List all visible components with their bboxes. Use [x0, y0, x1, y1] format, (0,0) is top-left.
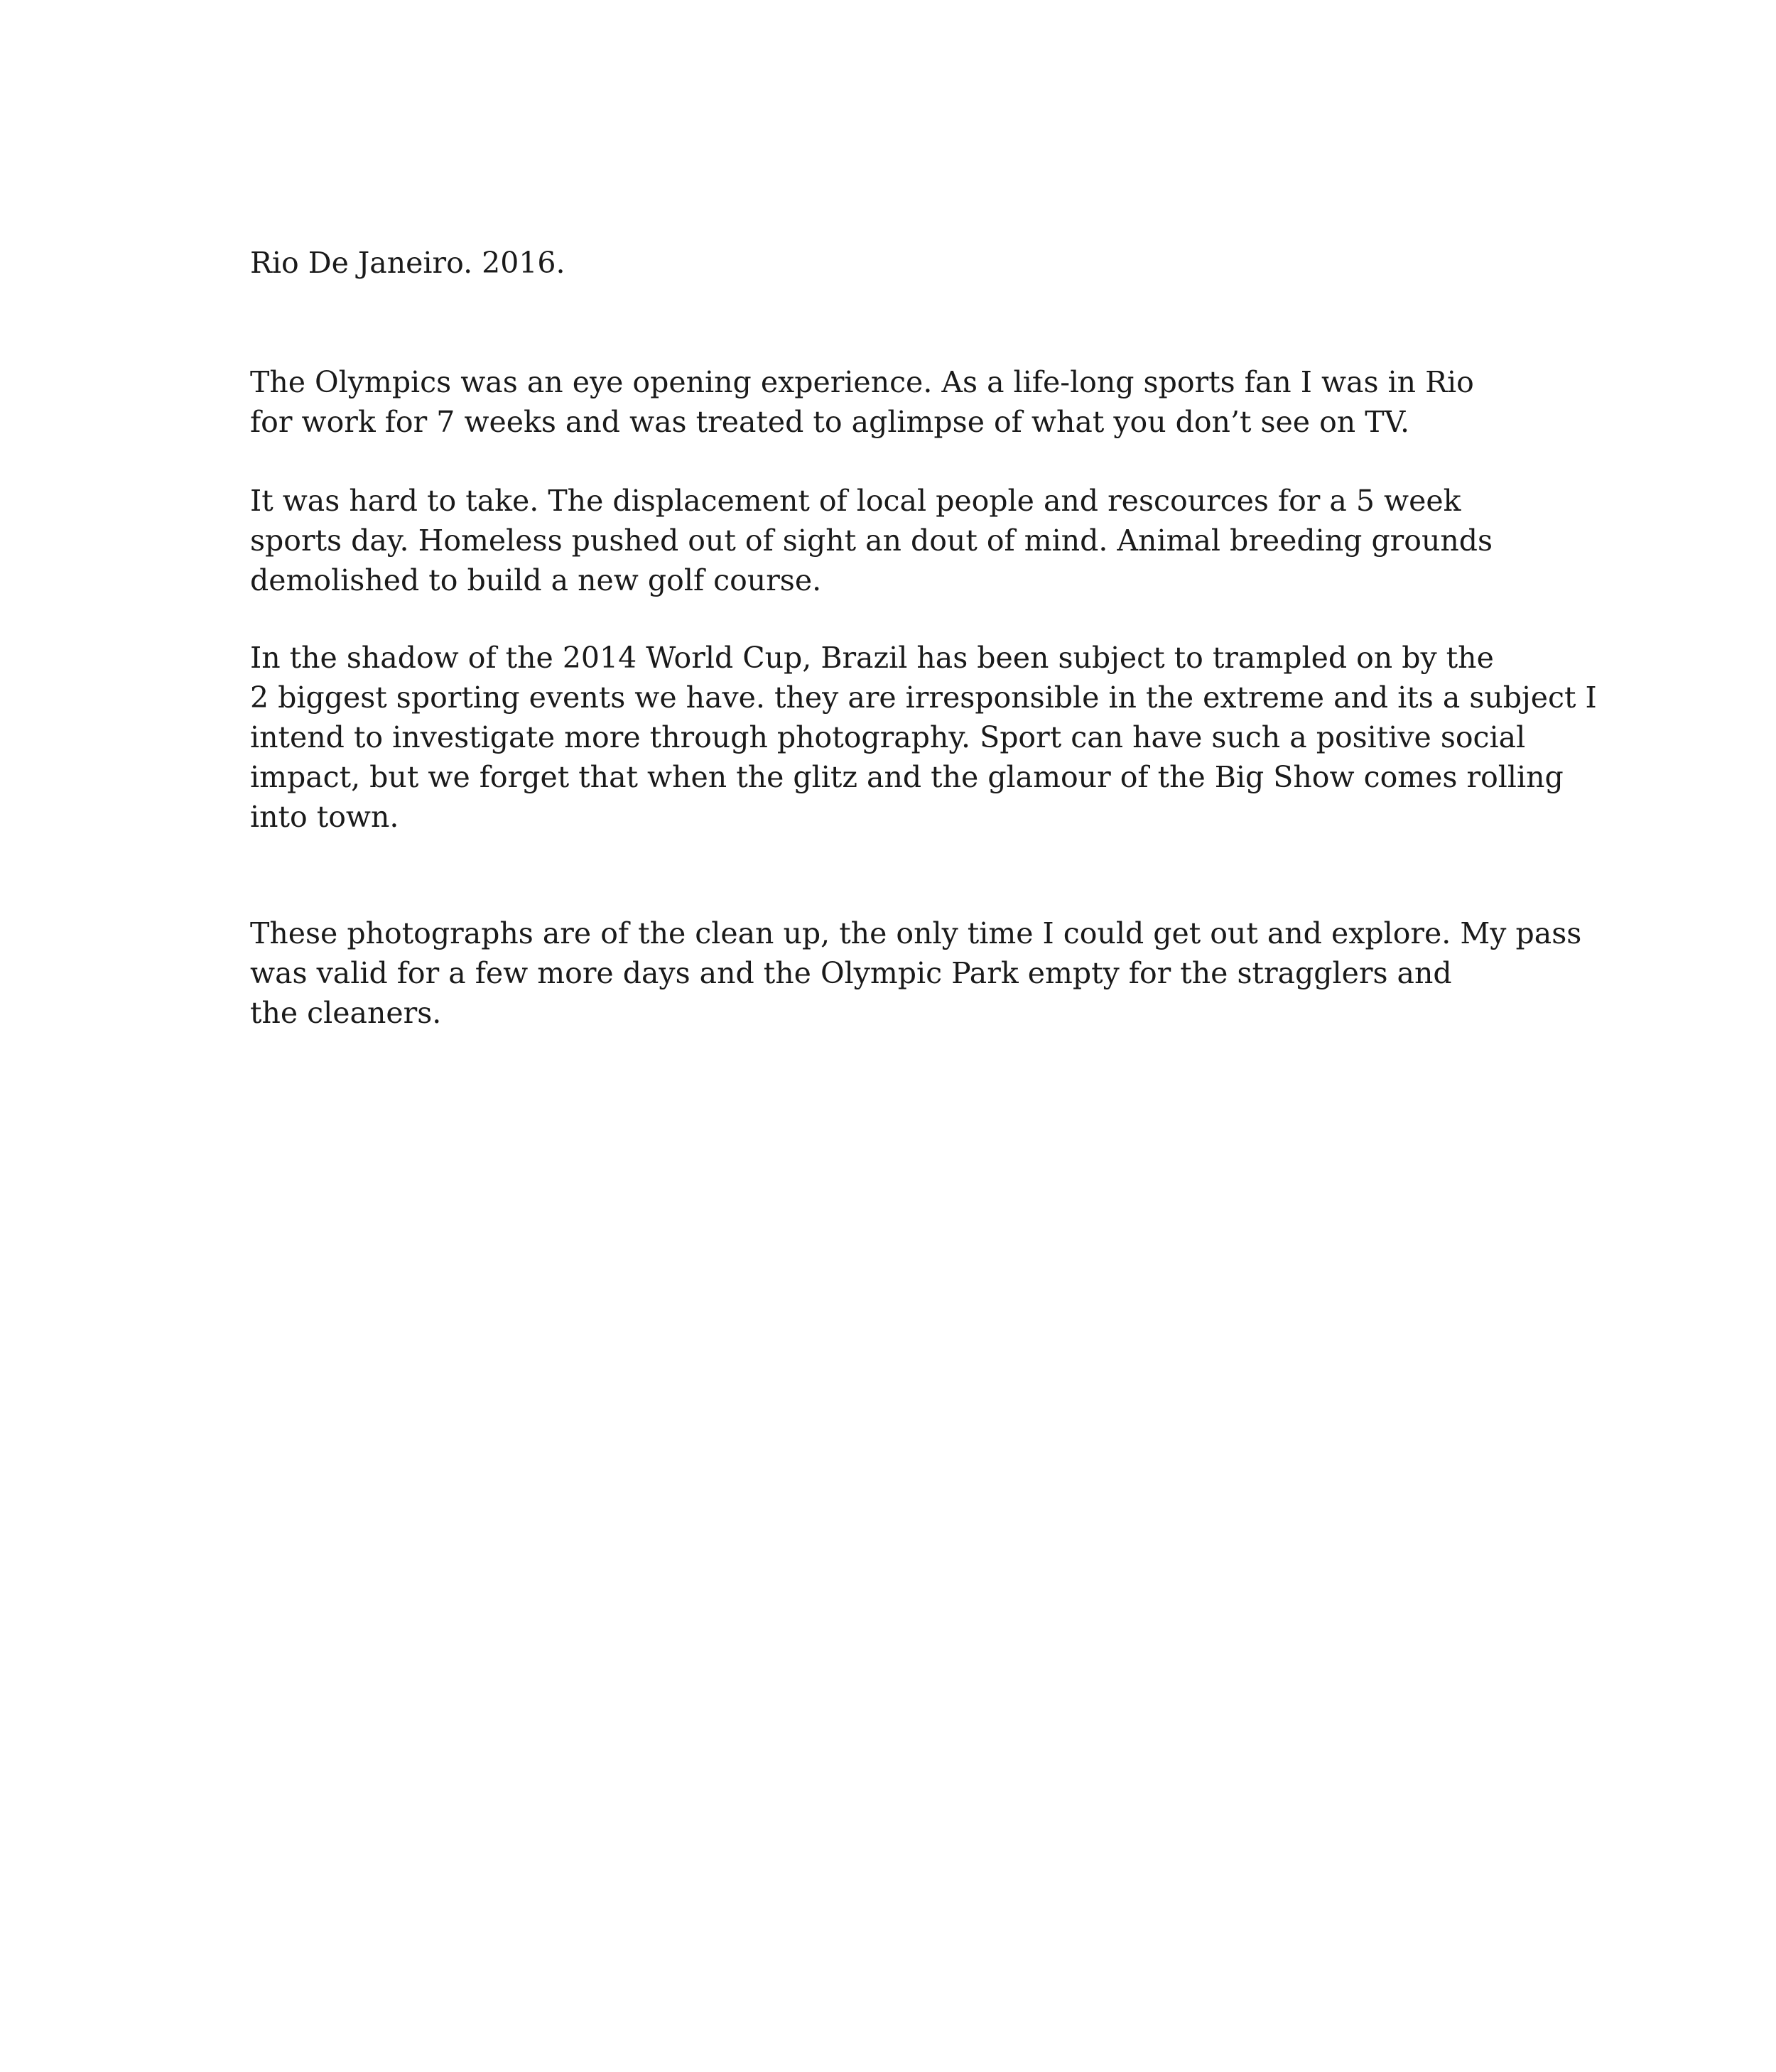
paragraph-line: impact, but we forget that when the glitz and the glamour of the Big Show comes rolling	[250, 760, 1564, 794]
paragraph-line: the cleaners.	[250, 996, 442, 1030]
paragraph-displacement	[250, 481, 1600, 600]
paragraph-line: intend to investigate more through photography. Sport can have such a positive social	[250, 720, 1526, 754]
paragraph-line: The Olympics was an eye opening experience. As a life-long sports fan I was in Rio	[250, 365, 1474, 399]
heading-text: Rio De Janeiro. 2016.	[250, 246, 565, 280]
paragraph-line: In the shadow of the 2014 World Cup, Brazil has been subject to trampled on by the	[250, 641, 1494, 675]
paragraph-line: It was hard to take. The displacement of local people and rescources for a 5 week	[250, 484, 1461, 518]
paragraph-world-cup	[250, 638, 1600, 837]
paragraph-line: demolished to build a new golf course.	[250, 563, 822, 597]
paragraph-line: was valid for a few more days and the Olympic Park empty for the stragglers and	[250, 956, 1452, 990]
paragraph-line: These photographs are of the clean up, the only time I could get out and explore. My pass	[250, 916, 1582, 950]
paragraph-line: into town.	[250, 800, 399, 834]
paragraph-line: 2 biggest sporting events we have. they are irresponsible in the extreme and its a subject I	[250, 680, 1597, 715]
paragraph-line: for work for 7 weeks and was treated to aglimpse of what you don’t see on TV.	[250, 405, 1410, 439]
paragraph-olympics-experience	[250, 362, 1600, 442]
page-title	[250, 243, 1600, 283]
paragraph-clean-up	[250, 913, 1600, 1033]
paragraph-line: sports day. Homeless pushed out of sight an dout of mind. Animal breeding grounds	[250, 524, 1493, 558]
